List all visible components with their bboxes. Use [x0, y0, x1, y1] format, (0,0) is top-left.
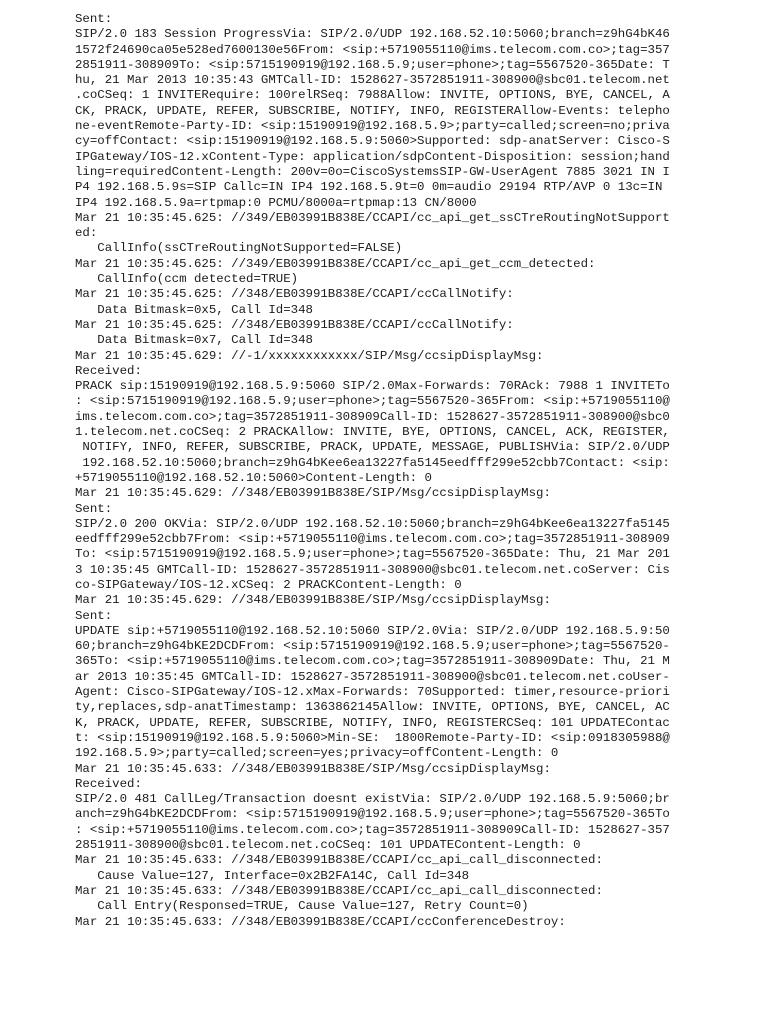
log-line: 1572f24690ca05e528ed7600130e56From: <sip:+5719055110@ims.telecom.com.co>;tag=357 — [75, 42, 670, 57]
log-line: 1.telecom.net.coCSeq: 2 PRACKAllow: INVITE, BYE, OPTIONS, CANCEL, ACK, REGISTER, — [75, 425, 670, 440]
log-line: anch=z9hG4bKE2DCDFrom: <sip:5715190919@192.168.5.9;user=phone>;tag=5567520-365To — [75, 807, 670, 822]
log-line: IPGateway/IOS-12.xContent-Type: application/sdpContent-Disposition: session;hand — [75, 149, 670, 164]
debug-log-text — [75, 12, 685, 930]
log-line: Mar 21 10:35:45.629: //348/EB03991B838E/SIP/Msg/ccsipDisplayMsg: — [75, 486, 551, 501]
log-line: 192.168.52.10:5060;branch=z9hG4bKee6ea13227fa5145eedfff299e52cbb7Contact: <sip: — [75, 455, 670, 470]
log-line: P4 192.168.5.9s=SIP Callc=IN IP4 192.168.5.9t=0 0m=audio 29194 RTP/AVP 0 13c=IN — [75, 180, 663, 195]
log-line: SIP/2.0 183 Session ProgressVia: SIP/2.0/UDP 192.168.52.10:5060;branch=z9hG4bK46 — [75, 27, 670, 42]
log-line: Mar 21 10:35:45.633: //348/EB03991B838E/SIP/Msg/ccsipDisplayMsg: — [75, 761, 551, 776]
log-line: Data Bitmask=0x5, Call Id=348 — [75, 302, 313, 317]
log-line: 2851911-308900@sbc01.telecom.net.coCSeq: 101 UPDATEContent-Length: 0 — [75, 838, 581, 853]
log-line: Sent: — [75, 12, 113, 26]
log-line: Received: — [75, 776, 142, 791]
log-line: +5719055110@192.168.52.10:5060>Content-Length: 0 — [75, 470, 432, 485]
log-line: cy=offContact: <sip:15190919@192.168.5.9:5060>Supported: sdp-anatServer: Cisco-S — [75, 134, 670, 149]
log-line: 365To: <sip:+5719055110@ims.telecom.com.co>;tag=3572851911-308909Date: Thu, 21 M — [75, 654, 670, 669]
log-line: 3 10:35:45 GMTCall-ID: 1528627-3572851911-308900@sbc01.telecom.net.coServer: Cis — [75, 562, 670, 577]
log-line: Mar 21 10:35:45.625: //349/EB03991B838E/CCAPI/cc_api_get_ccm_detected: — [75, 256, 596, 271]
log-line: To: <sip:5715190919@192.168.5.9;user=phone>;tag=5567520-365Date: Thu, 21 Mar 201 — [75, 547, 670, 562]
log-line: IP4 192.168.5.9a=rtpmap:0 PCMU/8000a=rtpmap:13 CN/8000 — [75, 195, 477, 210]
log-line: Mar 21 10:35:45.629: //348/EB03991B838E/SIP/Msg/ccsipDisplayMsg: — [75, 593, 551, 608]
log-line: : <sip:+5719055110@ims.telecom.com.co>;tag=3572851911-308909Call-ID: 1528627-357 — [75, 822, 670, 837]
log-line: Agent: Cisco-SIPGateway/IOS-12.xMax-Forwards: 70Supported: timer,resource-priori — [75, 685, 670, 700]
log-line: UPDATE sip:+5719055110@192.168.52.10:5060 SIP/2.0Via: SIP/2.0/UDP 192.168.5.9:50 — [75, 623, 670, 638]
log-line: Mar 21 10:35:45.625: //348/EB03991B838E/CCAPI/ccCallNotify: — [75, 317, 514, 332]
log-line: Mar 21 10:35:45.633: //348/EB03991B838E/CCAPI/ccConferenceDestroy: — [75, 914, 566, 929]
log-line: Mar 21 10:35:45.625: //348/EB03991B838E/CCAPI/ccCallNotify: — [75, 287, 514, 302]
log-line: ims.telecom.com.co>;tag=3572851911-308909Call-ID: 1528627-3572851911-308900@sbc0 — [75, 409, 670, 424]
log-line: .coCSeq: 1 INVITERequire: 100relRSeq: 7988Allow: INVITE, OPTIONS, BYE, CANCEL, A — [75, 88, 670, 103]
log-line: ar 2013 10:35:45 GMTCall-ID: 1528627-3572851911-308900@sbc01.telecom.net.coUser- — [75, 669, 670, 684]
log-line: 60;branch=z9hG4bKE2DCDFrom: <sip:5715190919@192.168.5.9;user=phone>;tag=5567520- — [75, 639, 670, 654]
log-line: hu, 21 Mar 2013 10:35:43 GMTCall-ID: 1528627-3572851911-308900@sbc01.telecom.net — [75, 73, 670, 88]
log-line: K, PRACK, UPDATE, REFER, SUBSCRIBE, NOTIFY, INFO, REGISTERCSeq: 101 UPDATEContac — [75, 715, 670, 730]
log-line: CallInfo(ssCTreRoutingNotSupported=FALSE) — [75, 241, 403, 256]
log-line: ling=requiredContent-Length: 200v=0o=CiscoSystemsSIP-GW-UserAgent 7885 3021 IN I — [75, 164, 670, 179]
log-line: ed: — [75, 226, 98, 241]
log-line: Mar 21 10:35:45.629: //-1/xxxxxxxxxxxx/SIP/Msg/ccsipDisplayMsg: — [75, 348, 544, 363]
log-line: Mar 21 10:35:45.633: //348/EB03991B838E/CCAPI/cc_api_call_disconnected: — [75, 853, 603, 868]
log-line: : <sip:5715190919@192.168.5.9;user=phone>;tag=5567520-365From: <sip:+5719055110@ — [75, 394, 670, 409]
log-line: co-SIPGateway/IOS-12.xCSeq: 2 PRACKContent-Length: 0 — [75, 577, 462, 592]
log-line: Mar 21 10:35:45.633: //348/EB03991B838E/CCAPI/cc_api_call_disconnected: — [75, 883, 603, 898]
log-line: Mar 21 10:35:45.625: //349/EB03991B838E/CCAPI/cc_api_get_ssCTreRoutingNotSupport — [75, 210, 670, 225]
log-line: Sent: — [75, 608, 113, 623]
log-line: eedfff299e52cbb7From: <sip:+5719055110@ims.telecom.com.co>;tag=3572851911-308909 — [75, 532, 670, 547]
log-line: t: <sip:15190919@192.168.5.9:5060>Min-SE: 1800Remote-Party-ID: <sip:0918305988@ — [75, 730, 670, 745]
log-line: Sent: — [75, 501, 113, 516]
log-line: 192.168.5.9>;party=called;screen=yes;privacy=offContent-Length: 0 — [75, 746, 559, 761]
log-line: ty,replaces,sdp-anatTimestamp: 1363862145Allow: INVITE, OPTIONS, BYE, CANCEL, AC — [75, 700, 670, 715]
log-line: Cause Value=127, Interface=0x2B2FA14C, Call Id=348 — [75, 868, 470, 883]
log-line: Received: — [75, 363, 142, 378]
log-line: SIP/2.0 481 CallLeg/Transaction doesnt existVia: SIP/2.0/UDP 192.168.5.9:5060;br — [75, 792, 670, 807]
log-line: ne-eventRemote-Party-ID: <sip:15190919@192.168.5.9>;party=called;screen=no;priva — [75, 119, 670, 134]
log-line: NOTIFY, INFO, REFER, SUBSCRIBE, PRACK, UPDATE, MESSAGE, PUBLISHVia: SIP/2.0/UDP — [75, 440, 670, 455]
log-line: SIP/2.0 200 OKVia: SIP/2.0/UDP 192.168.52.10:5060;branch=z9hG4bKee6ea13227fa5145 — [75, 516, 670, 531]
log-line: CallInfo(ccm detected=TRUE) — [75, 272, 299, 287]
log-line: PRACK sip:15190919@192.168.5.9:5060 SIP/2.0Max-Forwards: 70RAck: 7988 1 INVITETo — [75, 379, 670, 394]
log-line: CK, PRACK, UPDATE, REFER, SUBSCRIBE, NOTIFY, INFO, REGISTERAllow-Events: telepho — [75, 103, 670, 118]
log-line: 2851911-308909To: <sip:5715190919@192.168.5.9;user=phone>;tag=5567520-365Date: T — [75, 57, 670, 72]
log-line: Call Entry(Responsed=TRUE, Cause Value=127, Retry Count=0) — [75, 899, 529, 914]
log-line: Data Bitmask=0x7, Call Id=348 — [75, 333, 313, 348]
